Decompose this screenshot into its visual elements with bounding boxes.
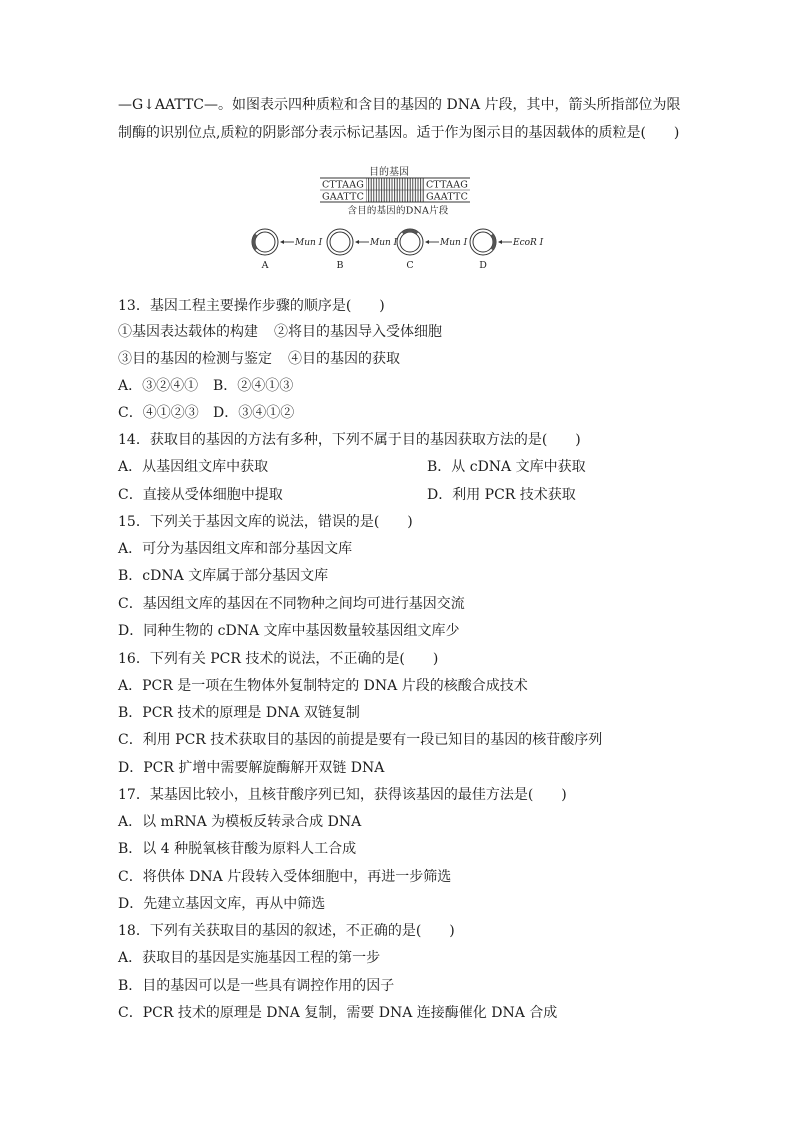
arrow-head-icon: [280, 240, 284, 244]
option-b: B．从 cDNA 文库中获取: [427, 459, 586, 475]
marker-gene-shading: [403, 231, 418, 234]
option-a: A．获取目的基因是实施基因工程的第一步: [118, 950, 381, 966]
marker-gene-shading: [492, 235, 495, 250]
plasmid-outer-ring: [397, 229, 423, 255]
option-b: B．②④①③: [213, 378, 294, 394]
plasmid-outer-ring: [252, 229, 278, 255]
plasmid-outer-ring: [470, 229, 496, 255]
bottom-strand-left: GAATTC: [321, 191, 365, 203]
option-c: C．PCR 技术的原理是 DNA 复制，需要 DNA 连接酶催化 DNA 合成: [118, 1005, 558, 1021]
enzyme-label: Mun Ⅰ: [370, 238, 398, 248]
options-row-1: [118, 376, 294, 396]
plasmid-inner-ring: [473, 232, 493, 252]
dna-plasmid-figure: [248, 157, 548, 279]
plasmid-letter: A: [261, 260, 269, 271]
option-a: A．以 mRNA 为模板反转录合成 DNA: [118, 814, 362, 830]
option-a: A．从基因组文库中获取: [118, 459, 269, 475]
option-d: D．PCR 扩增中需要解旋酶解开双链 DNA: [118, 760, 385, 776]
dna-fragment-caption: 含目的基因的DNA片段: [347, 205, 449, 217]
top-strand-right: CTTAAG: [425, 179, 469, 191]
option-a: A．③②④①: [118, 378, 199, 394]
question-stem: 17．某基因比较小，且核苷酸序列已知，获得该基因的最佳方法是( ): [118, 787, 567, 803]
options-row-2: [118, 403, 295, 423]
arrow-head-icon: [425, 240, 429, 244]
step-item: ③目的基因的检测与鉴定: [118, 351, 272, 367]
question-stem: 14．获取目的基因的方法有多种，下列不属于目的基因获取方法的是( ): [118, 432, 581, 448]
plasmid-outer-ring: [327, 229, 353, 255]
option-b: B．cDNA 文库属于部分基因文库: [118, 568, 329, 584]
steps-row-2: [118, 349, 400, 369]
step-item: ①基因表达载体的构建: [118, 324, 258, 340]
question-stem: 13．基因工程主要操作步骤的顺序是( ): [118, 298, 385, 314]
plasmid-inner-ring: [400, 232, 420, 252]
option-b: B．PCR 技术的原理是 DNA 双链复制: [118, 705, 360, 721]
bottom-strand-right: GAATTC: [425, 191, 469, 203]
option-d: D．先建立基因文库，再从中筛选: [118, 896, 326, 912]
option-c: C．基因组文库的基因在不同物种之间均可进行基因交流: [118, 596, 465, 612]
plasmid-inner-ring: [330, 232, 350, 252]
plasmid-letter: B: [336, 260, 344, 271]
plasmid-letter: C: [406, 260, 414, 271]
target-gene-region: [366, 178, 425, 202]
option-d: D．同种生物的 cDNA 文库中基因数量较基因组文库少: [118, 623, 460, 639]
option-c: C．直接从受体细胞中提取: [118, 487, 283, 503]
enzyme-label: Mun Ⅰ: [440, 238, 468, 248]
dna-fragment: [320, 165, 470, 217]
plasmid-inner-ring: [255, 232, 275, 252]
option-c: C．④①②③: [118, 405, 199, 421]
arrow-head-icon: [498, 240, 502, 244]
step-item: ②将目的基因导入受体细胞: [274, 324, 442, 340]
question-stem: 15．下列关于基因文库的说法，错误的是( ): [118, 514, 413, 530]
option-c: C．利用 PCR 技术获取目的基因的前提是要有一段已知目的基因的核苷酸序列: [118, 732, 603, 748]
options-row-1: [118, 457, 586, 477]
target-gene-label: 目的基因: [369, 167, 409, 178]
option-d: D．利用 PCR 技术获取: [427, 487, 576, 503]
options-row-2: [118, 485, 576, 505]
plasmid-a: [252, 229, 323, 271]
question-stem: 16．下列有关 PCR 技术的说法，不正确的是( ): [118, 651, 439, 667]
arrow-head-icon: [355, 240, 359, 244]
option-b: B．以 4 种脱氧核苷酸为原料人工合成: [118, 841, 357, 857]
enzyme-label: EcoR Ⅰ: [513, 238, 544, 248]
plasmid-c: [397, 229, 468, 271]
question-stem: 18．下列有关获取目的基因的叙述，不正确的是( ): [118, 923, 455, 939]
enzyme-label: Mun Ⅰ: [295, 238, 323, 248]
top-strand-left: CTTAAG: [321, 179, 365, 191]
option-b: B．目的基因可以是一些具有调控作用的因子: [118, 978, 395, 994]
plasmid-b: [327, 229, 398, 271]
intro-line-1: —G↓AATTC—。如图表示四种质粒和含目的基因的 DNA 片段，其中，箭头所指部位为限: [118, 97, 681, 113]
plasmid-d: [470, 229, 544, 271]
intro-line-2: 制酶的识别位点,质粒的阴影部分表示标记基因。适于作为图示目的基因载体的质粒是( ): [118, 125, 680, 141]
plasmid-letter: D: [479, 260, 487, 271]
marker-gene-shading: [254, 235, 257, 250]
steps-row-1: [118, 322, 442, 342]
option-c: C．将供体 DNA 片段转入受体细胞中，再进一步筛选: [118, 869, 452, 885]
option-a: A．可分为基因组文库和部分基因文库: [118, 541, 353, 557]
option-a: A．PCR 是一项在生物体外复制特定的 DNA 片段的核酸合成技术: [118, 678, 528, 694]
option-d: D．③④①②: [213, 405, 295, 421]
step-item: ④目的基因的获取: [288, 351, 400, 367]
